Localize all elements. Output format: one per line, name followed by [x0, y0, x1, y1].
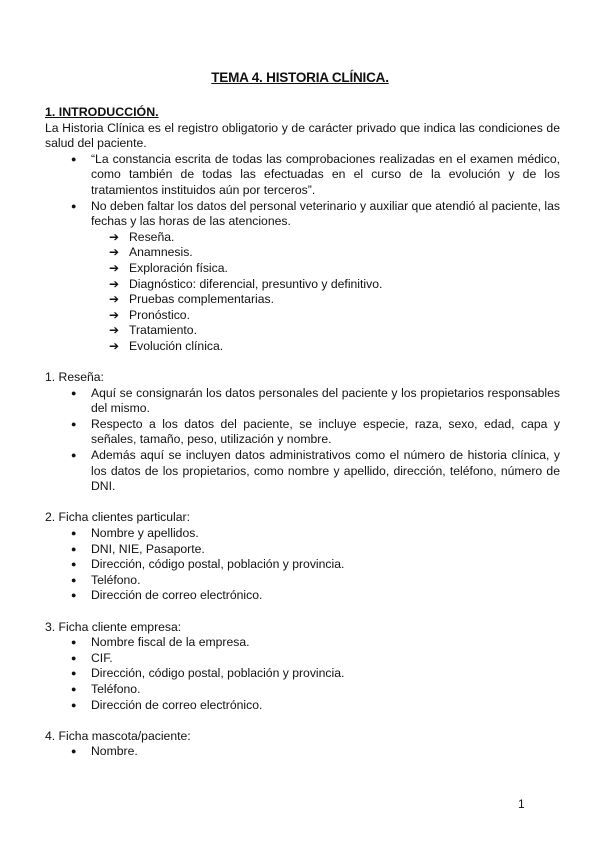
mascota-bullet-list — [45, 744, 560, 760]
intro-arrow-list — [45, 230, 560, 355]
list-item: ● Aquí se consignarán los datos personales del paciente y los propietarios responsables del mismo. — [91, 386, 560, 417]
list-item: ● Teléfono. — [91, 682, 560, 698]
intro-paragraph: La Historia Clínica es el registro obligatorio y de carácter privado que indica las condiciones de salud del paciente. — [45, 120, 560, 151]
list-item: ➔ Pronóstico. — [129, 308, 560, 324]
intro-bullet-list — [45, 152, 560, 230]
list-item: ● Dirección de correo electrónico. — [91, 698, 560, 714]
list-item: ● Dirección, código postal, población y provincia. — [91, 666, 560, 682]
list-item: ● Dirección de correo electrónico. — [91, 588, 560, 604]
section-heading-ficha-empresa: 3. Ficha cliente empresa: — [45, 619, 182, 634]
section-heading-introduccion: 1. INTRODUCCIÓN. — [45, 105, 159, 119]
list-item: ➔ Diagnóstico: diferencial, presuntivo y definitivo. — [129, 277, 560, 293]
list-item: ➔ Reseña. — [129, 230, 560, 246]
list-item: ● Nombre y apellidos. — [91, 526, 560, 542]
list-item: ● Nombre fiscal de la empresa. — [91, 635, 560, 651]
list-item: ● DNI, NIE, Pasaporte. — [91, 542, 560, 558]
section-heading-ficha-particular: 2. Ficha clientes particular: — [45, 510, 190, 525]
resena-bullet-list — [45, 386, 560, 495]
document-body — [45, 105, 560, 760]
list-item: ● No deben faltar los datos del personal veterinario y auxiliar que atendió al paciente, las fechas y las horas de las atenciones. — [91, 199, 560, 230]
list-item: ● Dirección, código postal, población y provincia. — [91, 557, 560, 573]
list-item: ➔ Anamnesis. — [129, 245, 560, 261]
list-item: ➔ Tratamiento. — [129, 323, 560, 339]
list-item: ● CIF. — [91, 651, 560, 667]
section-heading-ficha-mascota: 4. Ficha mascota/paciente: — [45, 728, 191, 743]
section-heading-resena: 1. Reseña: — [45, 370, 104, 385]
list-item: ➔ Exploración física. — [129, 261, 560, 277]
list-item: ➔ Evolución clínica. — [129, 339, 560, 355]
list-item: ● “La constancia escrita de todas las comprobaciones realizadas en el examen médico, como también de todas las efectuadas en el curso de la evolución y de los tratamientos instituidos aún por terceros”. — [91, 152, 560, 199]
empresa-bullet-list — [45, 635, 560, 713]
particular-bullet-list — [45, 526, 560, 604]
list-item: ● Nombre. — [91, 744, 560, 760]
list-item: ➔ Pruebas complementarias. — [129, 292, 560, 308]
list-item: ● Respecto a los datos del paciente, se incluye especie, raza, sexo, edad, capa y señales, tamaño, peso, utilización y nombre. — [91, 417, 560, 448]
page-number: 1 — [518, 797, 525, 811]
list-item: ● Además aquí se incluyen datos administrativos como el número de historia clínica, y los datos de los propietarios, como nombre y apellido, dirección, teléfono, número de DNI. — [91, 448, 560, 495]
list-item: ● Teléfono. — [91, 573, 560, 589]
document-title: TEMA 4. HISTORIA CLÍNICA. — [211, 70, 389, 85]
